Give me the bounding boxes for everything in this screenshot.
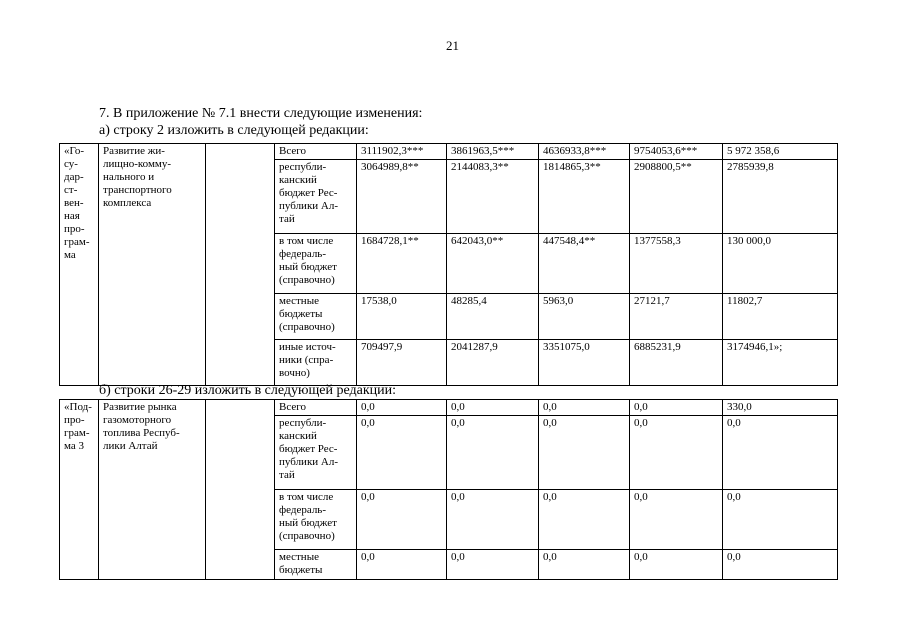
source-label-cell: в том числе федераль- ный бюджет (справочно)	[275, 234, 357, 294]
value-cell: 1684728,1**	[357, 234, 447, 294]
source-label-cell: республи- канский бюджет Рес- публики Ал- тай	[275, 416, 357, 490]
value-cell: 0,0	[447, 400, 539, 416]
value-cell: 2041287,9	[447, 340, 539, 386]
value-cell: 2908800,5**	[630, 160, 723, 234]
value-cell: 6885231,9	[630, 340, 723, 386]
value-cell: 330,0	[723, 400, 838, 416]
value-cell: 2785939,8	[723, 160, 838, 234]
value-cell: 0,0	[357, 416, 447, 490]
source-label-cell: республи- канский бюджет Рес- публики Ал- тай	[275, 160, 357, 234]
responsible-cell	[206, 400, 275, 580]
value-cell: 9754053,6***	[630, 144, 723, 160]
table-row	[60, 144, 838, 160]
value-cell: 48285,4	[447, 294, 539, 340]
value-cell: 3861963,5***	[447, 144, 539, 160]
value-cell: 0,0	[447, 416, 539, 490]
value-cell: 0,0	[357, 400, 447, 416]
value-cell: 0,0	[630, 416, 723, 490]
value-cell: 3351075,0	[539, 340, 630, 386]
program-name-cell: Развитие жи- лищно-комму- нального и транспортного комплекса	[99, 144, 206, 386]
value-cell: 709497,9	[357, 340, 447, 386]
value-cell: 0,0	[723, 550, 838, 580]
value-cell: 0,0	[723, 416, 838, 490]
source-label-cell: местные бюджеты (справочно)	[275, 294, 357, 340]
value-cell: 17538,0	[357, 294, 447, 340]
source-label-cell: в том числе федераль- ный бюджет (справочно)	[275, 490, 357, 550]
value-cell: 5 972 358,6	[723, 144, 838, 160]
value-cell: 3064989,8**	[357, 160, 447, 234]
value-cell: 0,0	[630, 490, 723, 550]
section-a-table	[59, 143, 838, 386]
value-cell: 3174946,1»;	[723, 340, 838, 386]
source-label-cell: Всего	[275, 144, 357, 160]
value-cell: 130 000,0	[723, 234, 838, 294]
value-cell: 1377558,3	[630, 234, 723, 294]
value-cell: 5963,0	[539, 294, 630, 340]
intro-line: 7. В приложение № 7.1 внести следующие изменения:	[99, 106, 423, 121]
program-type-cell: «Под- про- грам- ма 3	[60, 400, 99, 580]
responsible-cell	[206, 144, 275, 386]
value-cell: 0,0	[539, 400, 630, 416]
program-type-cell: «Го- су- дар- ст- вен- ная про- грам- ма	[60, 144, 99, 386]
value-cell: 0,0	[447, 550, 539, 580]
value-cell: 3111902,3***	[357, 144, 447, 160]
source-label-cell: иные источ- ники (спра- вочно)	[275, 340, 357, 386]
section-b-table	[59, 399, 838, 580]
value-cell: 27121,7	[630, 294, 723, 340]
value-cell: 2144083,3**	[447, 160, 539, 234]
source-label-cell: местные бюджеты	[275, 550, 357, 580]
value-cell: 1814865,3**	[539, 160, 630, 234]
value-cell: 447548,4**	[539, 234, 630, 294]
section-a-heading: а) строку 2 изложить в следующей редакции:	[99, 123, 369, 138]
value-cell: 0,0	[539, 490, 630, 550]
value-cell: 0,0	[539, 416, 630, 490]
source-label-cell: Всего	[275, 400, 357, 416]
page-number: 21	[446, 38, 459, 53]
table-row	[60, 400, 838, 416]
value-cell: 4636933,8***	[539, 144, 630, 160]
value-cell: 0,0	[723, 490, 838, 550]
value-cell: 0,0	[357, 490, 447, 550]
value-cell: 0,0	[630, 550, 723, 580]
value-cell: 0,0	[630, 400, 723, 416]
section-b-heading: б) строки 26-29 изложить в следующей редакции:	[99, 383, 397, 398]
value-cell: 642043,0**	[447, 234, 539, 294]
value-cell: 11802,7	[723, 294, 838, 340]
value-cell: 0,0	[539, 550, 630, 580]
program-name-cell: Развитие рынка газомоторного топлива Респуб- лики Алтай	[99, 400, 206, 580]
value-cell: 0,0	[357, 550, 447, 580]
value-cell: 0,0	[447, 490, 539, 550]
